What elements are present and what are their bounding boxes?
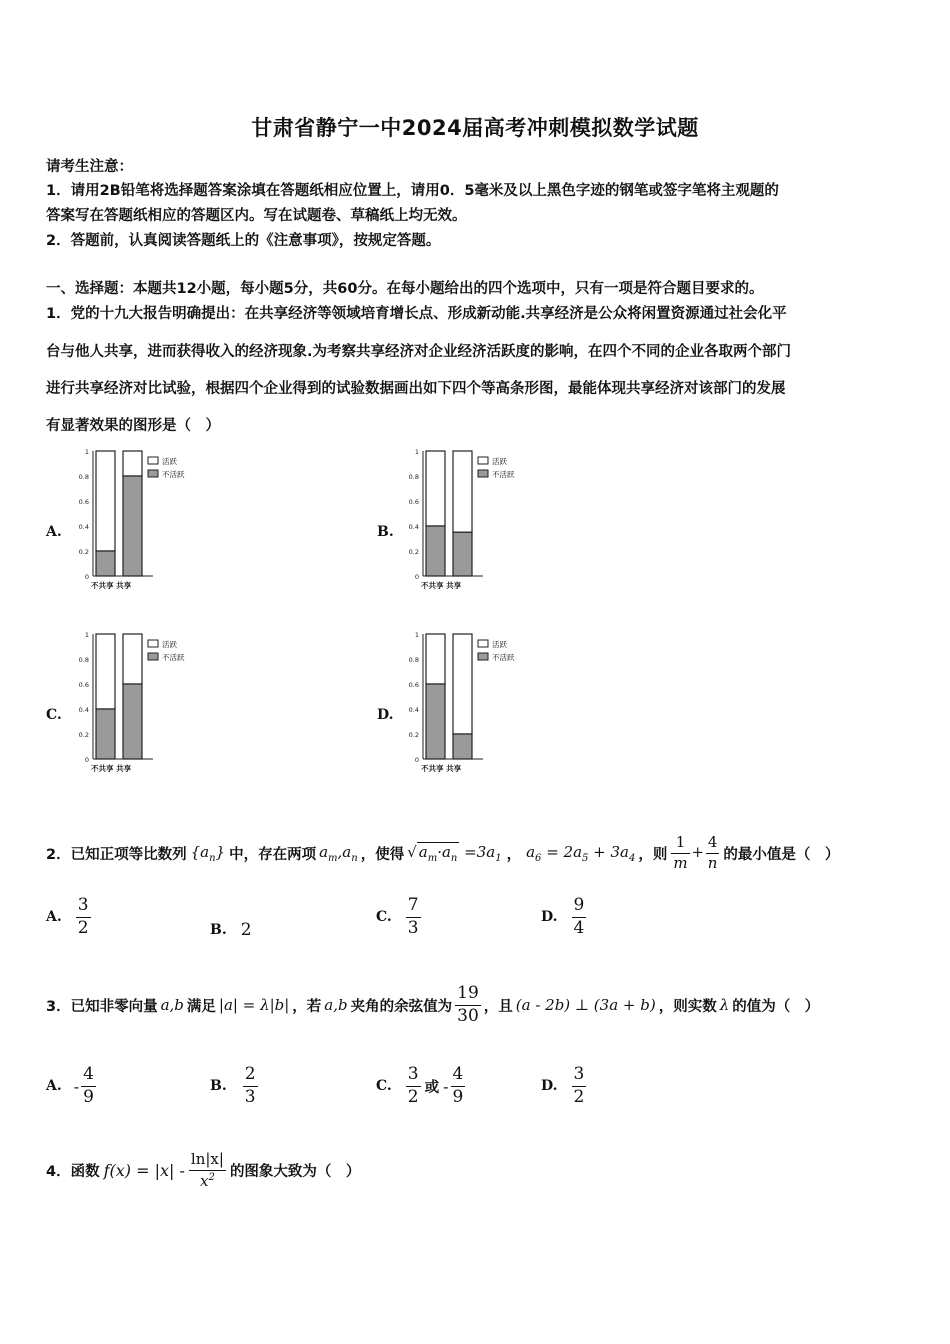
q3-cosine: $\frac{19}{30}$ (457, 983, 479, 1026)
y-tick-label: 0.6 (408, 681, 419, 689)
q3-text-6: ，则实数 (658, 998, 717, 1015)
bar-segment-inactive (96, 551, 115, 576)
bar-segment-inactive (96, 709, 115, 759)
q3-text-1: 3．已知非零向量 (46, 998, 158, 1015)
y-tick-label: 0.2 (78, 548, 89, 556)
bar-segment-active (453, 634, 472, 734)
q4-stem (46, 1152, 360, 1190)
legend-label-active: 活跃 (492, 457, 507, 466)
bar-segment-active (96, 451, 115, 551)
q2-cond1-rhs: =3a (464, 842, 496, 861)
q1-line-3: 进行共享经济对比试验，根据四个企业得到的试验数据画出如下四个等高条形图，最能体现共享经济对该部门的发展 (46, 381, 786, 397)
legend-label-active: 活跃 (492, 640, 507, 649)
y-tick-label: 0.8 (78, 656, 89, 664)
q3-lambda: λ (719, 996, 730, 1015)
legend-swatch-active (148, 640, 158, 647)
bar-segment-inactive (426, 526, 445, 576)
y-tick-label: 0.6 (78, 681, 89, 689)
legend-label-inactive: 不活跃 (492, 470, 515, 479)
q1-line-4: 有显著效果的图形是（ ） (46, 418, 220, 434)
q2-frac-2: $\frac{4}{n}$ (707, 833, 718, 872)
q2-terms: $a_m,a_n$ (319, 842, 358, 864)
notice-heading: 请考生注意： (46, 159, 133, 175)
y-tick-label: 0.6 (78, 498, 89, 506)
q2-option-c[interactable]: C. $\frac{7}{3}$ (376, 895, 419, 938)
q3-option-b[interactable]: B. $\frac{2}{3}$ (210, 1064, 256, 1107)
bar-segment-inactive (453, 532, 472, 576)
q2-option-b[interactable]: B. 2 (210, 920, 252, 940)
q3-condition: |a| = λ|b| (218, 996, 290, 1015)
chart-c (76, 623, 216, 778)
x-axis-label: 不共享 共享 (91, 581, 132, 590)
bar-segment-active (123, 451, 142, 476)
q3-text-7: 的值为（ ） (732, 998, 820, 1015)
q1-option-d-label: D. (377, 707, 394, 723)
q2-condition-2: $a_6 = 2a_5 + 3a_4$ (526, 842, 636, 864)
q4-text-2: 的图象大致为（ ） (229, 1164, 361, 1181)
y-tick-label: 0 (414, 756, 419, 764)
q3-vectors: a,b (160, 996, 184, 1015)
legend-swatch-active (478, 457, 488, 464)
chart-a (76, 440, 216, 595)
section-heading: 一、选择题：本题共12小题，每小题5分，共60分。在每小题给出的四个选项中，只有一项是符合题目要求的。 (46, 281, 764, 297)
q3-option-c[interactable]: C. $\frac{3}{2}$ 或 - $\frac{4}{9}$ (376, 1064, 464, 1107)
q3-text-4: 夹角的余弦值为 (350, 998, 453, 1015)
bar-segment-inactive (123, 684, 142, 759)
q2-seq-sub: n (209, 852, 216, 864)
bar-segment-active (123, 634, 142, 684)
q2-condition-1: √ $a_m\cdot a_n =3a_1$ (407, 842, 502, 864)
q3-text-2: 满足 (186, 998, 216, 1015)
x-axis-label: 不共享 共享 (421, 764, 462, 773)
chart-d (406, 623, 546, 778)
legend-swatch-active (478, 640, 488, 647)
legend-label-inactive: 不活跃 (162, 470, 185, 479)
y-tick-label: 0.8 (408, 473, 419, 481)
y-tick-label: 1 (414, 631, 419, 639)
q3-text-3: ，若 (292, 998, 322, 1015)
q3-perpendicular: (a - 2b) ⊥ (3a + b) (515, 996, 656, 1015)
y-tick-label: 0 (84, 573, 89, 581)
q3-text-5: ，且 (483, 998, 513, 1015)
q2-seq-var: a (200, 842, 210, 861)
x-axis-label: 不共享 共享 (91, 764, 132, 773)
bar-segment-inactive (426, 684, 445, 759)
y-tick-label: 0 (84, 756, 89, 764)
q1-line-2: 台与他人共享，进而获得收入的经济现象.为考察共享经济对企业经济活跃度的影响，在四个不同的企业各取两个部门 (46, 344, 792, 360)
bar-segment-active (426, 634, 445, 684)
q1-option-c-label: C. (46, 707, 62, 723)
q2-text-5: 的最小值是（ ） (723, 846, 840, 863)
q2-option-a[interactable]: A. $\frac{3}{2}$ (46, 895, 89, 938)
q2-text-4: ，则 (638, 846, 668, 863)
q2-term-var: a (319, 842, 329, 861)
y-tick-label: 1 (84, 631, 89, 639)
legend-swatch-active (148, 457, 158, 464)
notice-line-2: 答案写在答题纸相应的答题区内。写在试题卷、草稿纸上均无效。 (46, 208, 467, 224)
notice-line-1: 1．请用2B铅笔将选择题答案涂填在答题纸相应位置上，请用0．5毫米及以上黑色字迹的钢笔或签字笔将主观题的 (46, 183, 779, 199)
q4-text-1: 4．函数 (46, 1164, 100, 1181)
y-tick-label: 0.8 (78, 473, 89, 481)
notice-line-3: 2．答题前，认真阅读答题纸上的《注意事项》，按规定答题。 (46, 233, 441, 249)
y-tick-label: 0.4 (78, 523, 89, 531)
q4-function-lhs: f(x) = |x| - (103, 1161, 185, 1181)
q2-text-3: ，使得 (360, 846, 405, 863)
legend-label-active: 活跃 (162, 457, 177, 466)
y-tick-label: 0 (414, 573, 419, 581)
y-tick-label: 1 (414, 448, 419, 456)
q2-text-2: 中，存在两项 (229, 846, 317, 863)
q3-option-d[interactable]: D. $\frac{3}{2}$ (541, 1064, 585, 1107)
y-tick-label: 0.2 (408, 731, 419, 739)
bar-segment-active (426, 451, 445, 526)
chart-b (406, 440, 546, 595)
q2-option-d[interactable]: D. $\frac{9}{4}$ (541, 895, 585, 938)
q2-text-1: 2．已知正项等比数列 (46, 846, 187, 863)
y-tick-label: 0.4 (78, 706, 89, 714)
y-tick-label: 0.4 (408, 706, 419, 714)
bar-segment-active (96, 634, 115, 709)
y-tick-label: 1 (84, 448, 89, 456)
bar-segment-active (453, 451, 472, 532)
x-axis-label: 不共享 共享 (421, 581, 462, 590)
legend-swatch-inactive (478, 653, 488, 660)
y-tick-label: 0.2 (408, 548, 419, 556)
q4-function-frac: $\frac{\ln|x|}{x^2}$ (190, 1150, 224, 1190)
y-tick-label: 0.2 (78, 731, 89, 739)
q1-option-a-label: A. (46, 524, 62, 540)
q2-stem: 2．已知正项等比数列 $\{a_n\}$ 中，存在两项 $a_m,a_n$ ，使得 √ $a_m\cdot a_n =3a_1$ ， $a_6 = 2a_5 + 3a_4$ ，则 $\frac{1}{m}$ + $\frac{4}{n}$ 的最小值是（ ） (46, 833, 840, 872)
q2-cond2-var: a (526, 842, 536, 861)
legend-label-inactive: 不活跃 (162, 653, 185, 662)
page-title: 甘肃省静宁一中2024届高考冲刺模拟数学试题 (251, 116, 699, 140)
q3-stem (46, 985, 819, 1026)
q3-vectors-2: a,b (324, 996, 348, 1015)
y-tick-label: 0.4 (408, 523, 419, 531)
q3-option-a[interactable]: A. - $\frac{4}{9}$ (46, 1064, 94, 1107)
legend-swatch-inactive (478, 470, 488, 477)
q1-option-b-label: B. (377, 524, 394, 540)
q1-line-1: 1．党的十九大报告明确提出：在共享经济等领域培育增长点、形成新动能.共享经济是公众将闲置资源通过社会化平 (46, 306, 787, 322)
bar-segment-inactive (123, 476, 142, 576)
legend-label-inactive: 不活跃 (492, 653, 515, 662)
legend-swatch-inactive (148, 470, 158, 477)
y-tick-label: 0.6 (408, 498, 419, 506)
bar-segment-inactive (453, 734, 472, 759)
legend-swatch-inactive (148, 653, 158, 660)
q2-frac-1: $\frac{1}{m}$ (673, 833, 688, 872)
legend-label-active: 活跃 (162, 640, 177, 649)
y-tick-label: 0.8 (408, 656, 419, 664)
q2-sequence: $\{a_n\}$ (190, 842, 226, 864)
